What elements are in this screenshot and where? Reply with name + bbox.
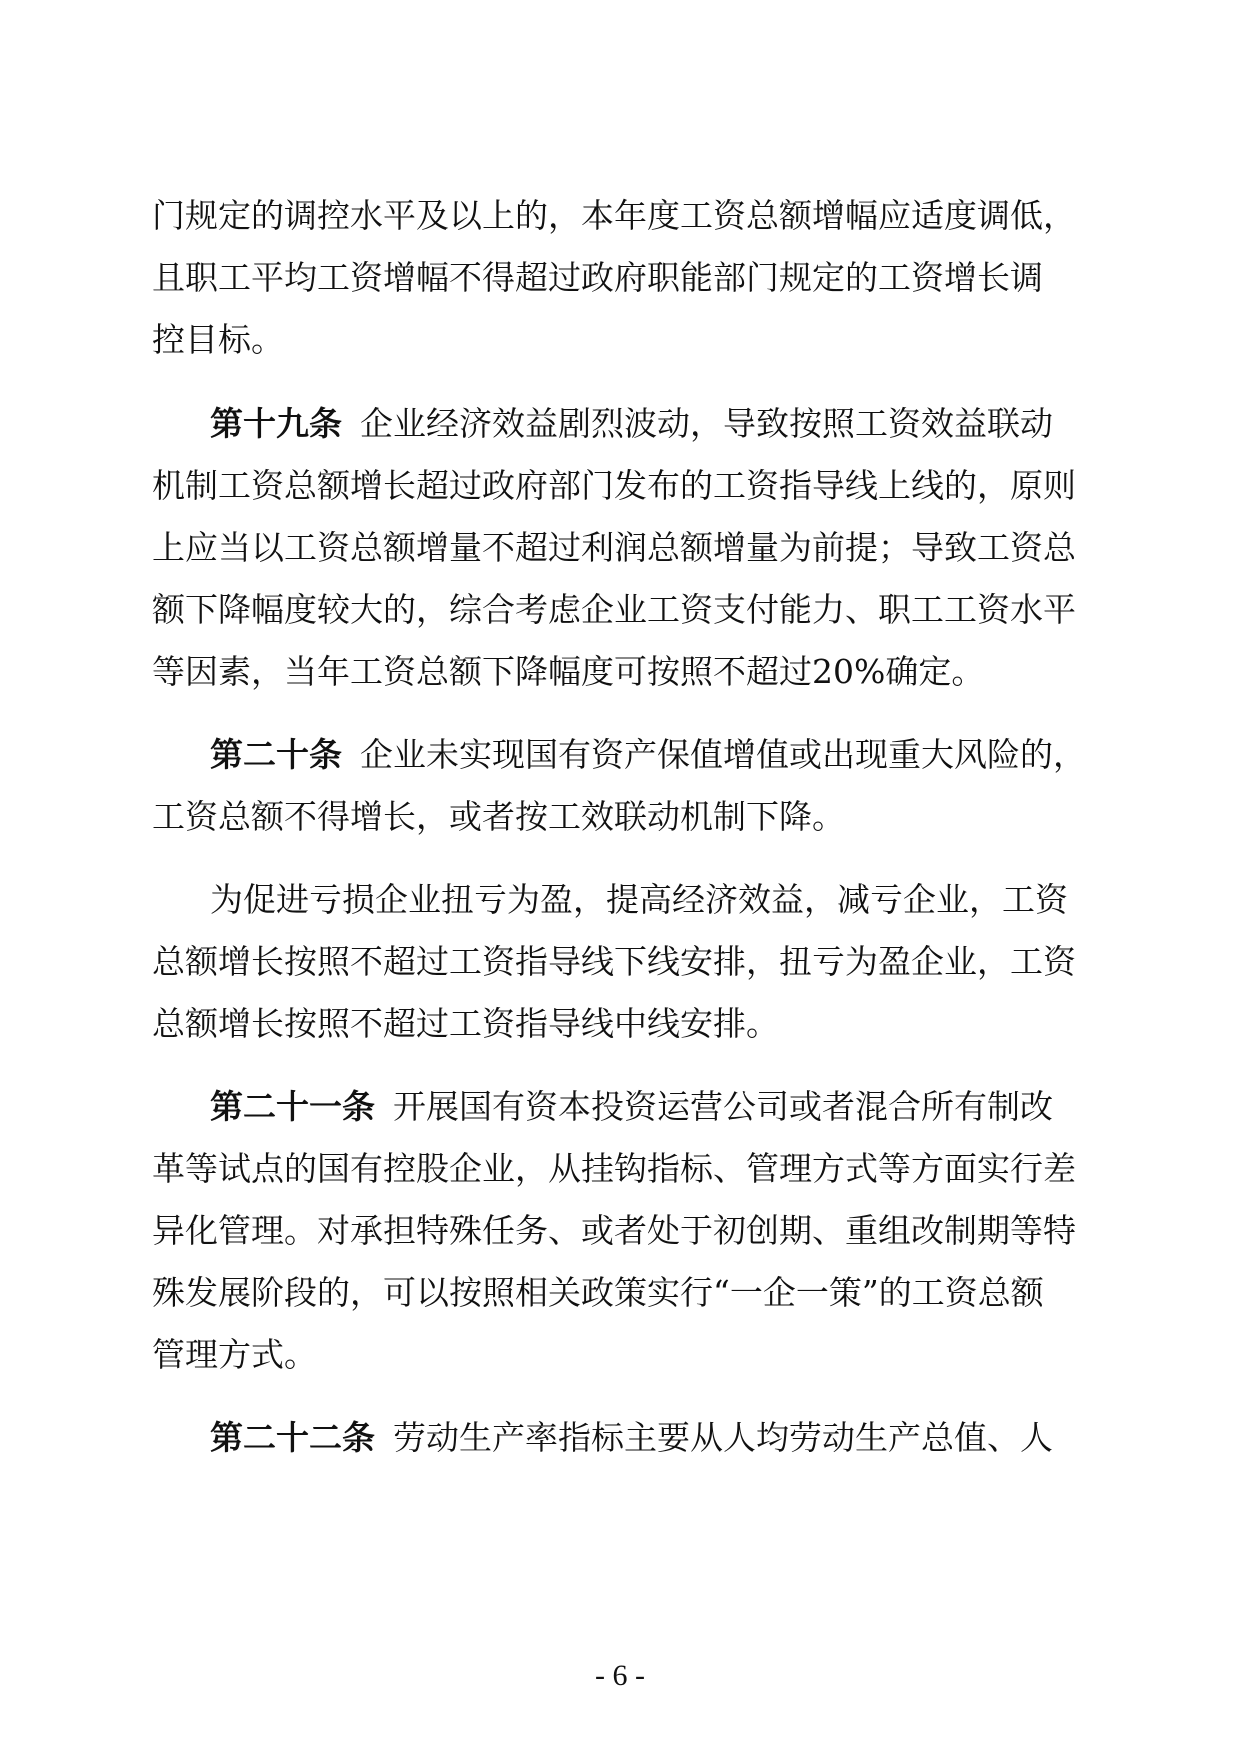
line-text: 开展国有资本投资运营公司或者混合所有制改 <box>393 1087 1053 1126</box>
paragraph-line <box>152 936 1076 988</box>
line-text: 控目标。 <box>152 320 284 359</box>
line-text: 上应当以工资总额增量不超过利润总额增量为前提；导致工资总 <box>152 528 1076 567</box>
article-heading-line <box>210 1081 1053 1133</box>
paragraph-line <box>152 252 1043 304</box>
article-number: 第二十一条 <box>210 1087 375 1126</box>
line-text: 为促进亏损企业扭亏为盈，提高经济效益，减亏企业，工资 <box>210 880 1068 919</box>
paragraph-line <box>152 190 1076 242</box>
article-heading-line <box>210 729 1086 781</box>
line-text: 等因素，当年工资总额下降幅度可按照不超过20%确定。 <box>152 652 985 691</box>
line-text: 劳动生产率指标主要从人均劳动生产总值、人 <box>393 1418 1053 1457</box>
line-text: 工资总额不得增长，或者按工效联动机制下降。 <box>152 797 845 836</box>
line-text: 机制工资总额增长超过政府部门发布的工资指导线上线的，原则 <box>152 466 1076 505</box>
paragraph-line <box>152 998 779 1050</box>
paragraph-line <box>152 314 284 366</box>
line-text: 企业未实现国有资产保值增值或出现重大风险的， <box>360 735 1086 774</box>
article-number: 第二十条 <box>210 735 342 774</box>
paragraph-line <box>152 791 845 843</box>
paragraph-line <box>152 646 984 698</box>
line-text: 且职工平均工资增幅不得超过政府职能部门规定的工资增长调 <box>152 258 1043 297</box>
article-heading-line <box>210 398 1053 450</box>
line-text: 企业经济效益剧烈波动，导致按照工资效益联动 <box>360 404 1053 443</box>
paragraph-line <box>152 1205 1076 1257</box>
line-text: 额下降幅度较大的，综合考虑企业工资支付能力、职工工资水平 <box>152 590 1076 629</box>
article-number: 第十九条 <box>210 404 342 443</box>
article-heading-line <box>210 1412 1053 1464</box>
paragraph-line <box>152 460 1076 512</box>
article-number: 第二十二条 <box>210 1418 375 1457</box>
page-number: - 6 - <box>595 1659 645 1692</box>
paragraph-line <box>210 874 1068 926</box>
paragraph-line <box>152 584 1076 636</box>
paragraph-line <box>152 1267 1044 1319</box>
line-text: 革等试点的国有控股企业，从挂钩指标、管理方式等方面实行差 <box>152 1149 1076 1188</box>
paragraph-line <box>152 1329 317 1381</box>
line-text: 总额增长按照不超过工资指导线下线安排，扭亏为盈企业，工资 <box>152 942 1076 981</box>
line-text: 门规定的调控水平及以上的，本年度工资总额增幅应适度调低， <box>152 196 1076 235</box>
paragraph-line <box>152 522 1076 574</box>
line-text: 总额增长按照不超过工资指导线中线安排。 <box>152 1004 779 1043</box>
line-text: 殊发展阶段的，可以按照相关政策实行“一企一策”的工资总额 <box>152 1273 1044 1312</box>
line-text: 异化管理。对承担特殊任务、或者处于初创期、重组改制期等特 <box>152 1211 1076 1250</box>
line-text: 管理方式。 <box>152 1335 317 1374</box>
paragraph-line <box>152 1143 1076 1195</box>
